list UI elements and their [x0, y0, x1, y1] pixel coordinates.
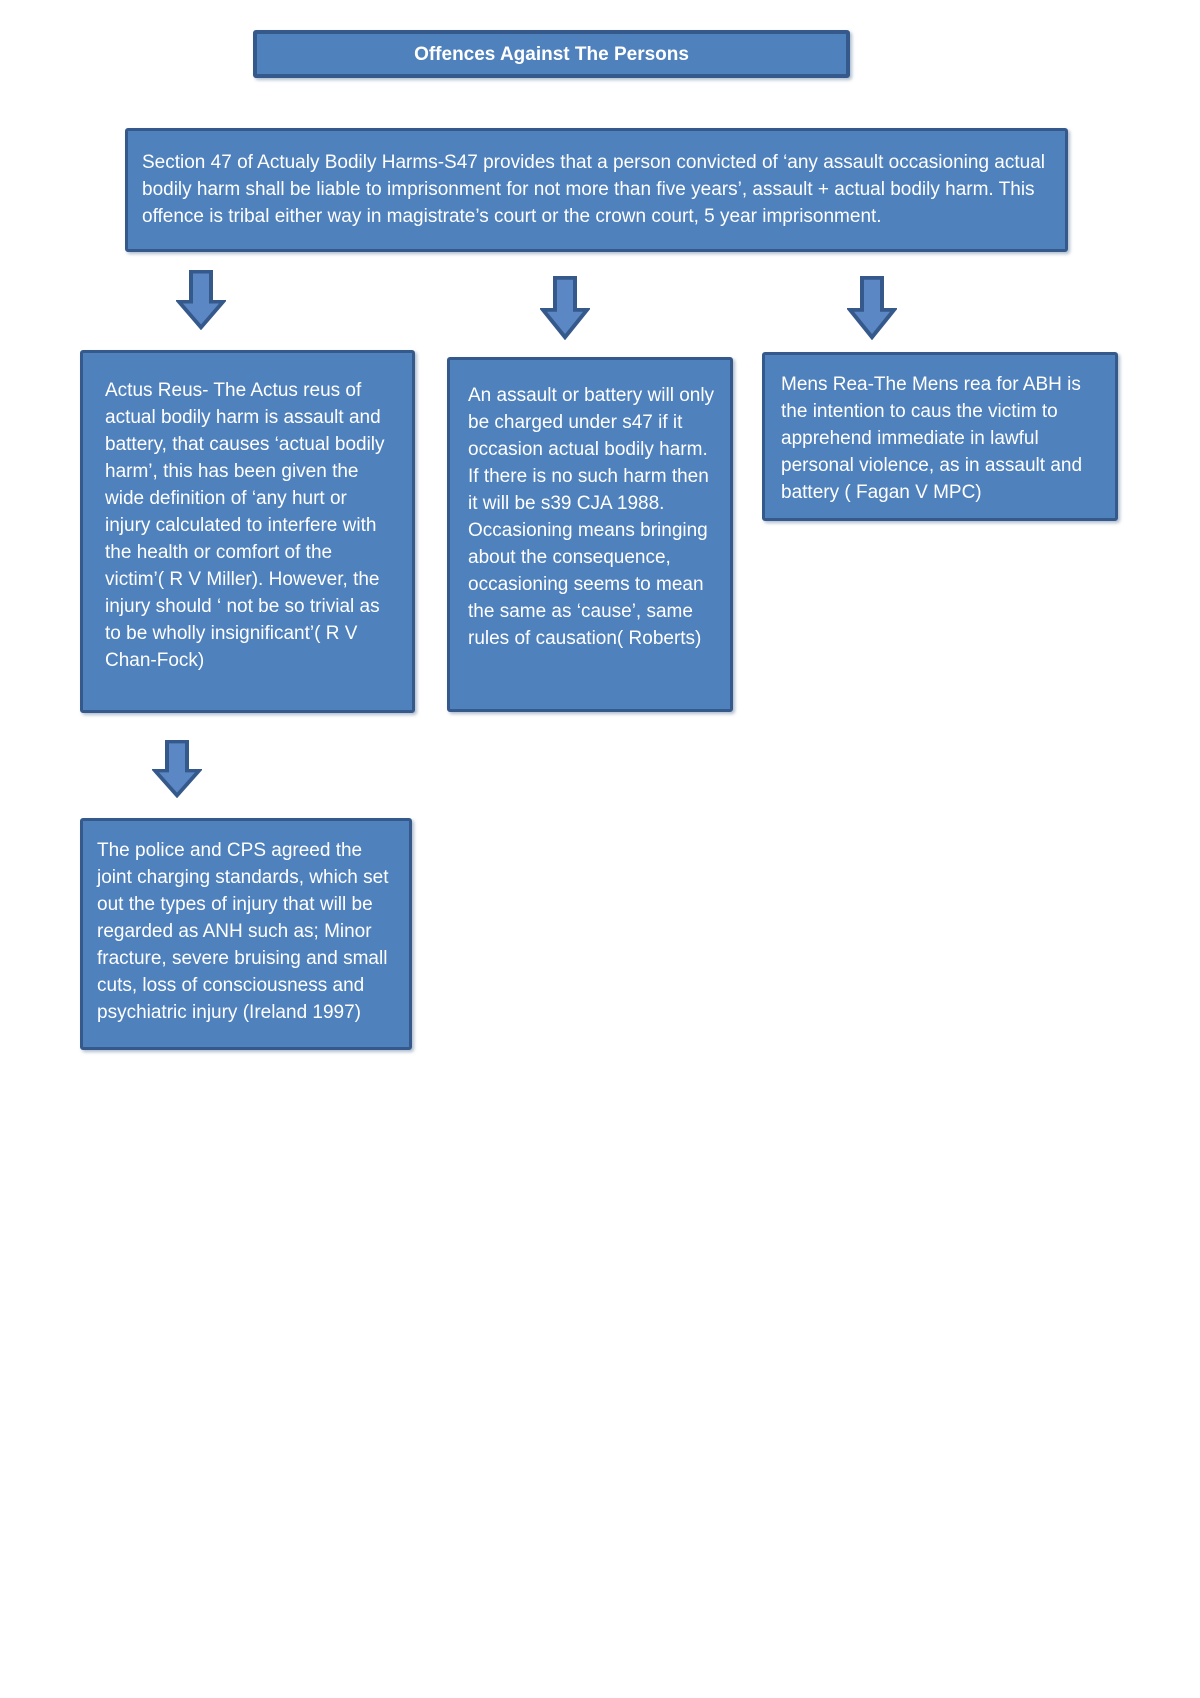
- charging-standards-text: The police and CPS agreed the joint charging standards, which set out the types of injury that will be regarded as ANH such as; Minor fracture, severe bruising and small cuts, loss of consciousness and psychiatric injury (Ireland 1997): [97, 840, 389, 1023]
- down-arrow-icon: [540, 276, 590, 340]
- assault-battery-box: [447, 357, 733, 712]
- mens-rea-box: [762, 352, 1118, 521]
- charging-standards-box: [80, 818, 412, 1050]
- down-arrow-shape: [176, 270, 226, 330]
- down-arrow-icon: [176, 270, 226, 330]
- down-arrow-shape: [847, 276, 897, 340]
- section47-definition-box: [125, 128, 1068, 252]
- mens-rea-text: Mens Rea-The Mens rea for ABH is the intention to caus the victim to apprehend immediate in lawful personal violence, as in assault and battery ( Fagan V MPC): [781, 374, 1083, 503]
- down-arrow-shape: [540, 276, 590, 340]
- actus-reus-box: [80, 350, 415, 713]
- down-arrow-icon: [847, 276, 897, 340]
- title-box: [253, 30, 850, 78]
- down-arrow-icon: [152, 740, 202, 798]
- down-arrow-shape: [152, 740, 202, 798]
- assault-battery-text: An assault or battery will only be charged under s47 if it occasion actual bodily harm. If there is no such harm then it will be s39 CJA 1988. Occasioning means bringing about the consequence, occasioning seems to mean the same as ‘cause’, same rules of causation( Roberts): [468, 385, 715, 649]
- section47-definition-text: Section 47 of Actualy Bodily Harms-S47 provides that a person convicted of ‘any assault occasioning actual bodily harm shall be liable to imprisonment for not more than five years’, assault + actual bodily harm. This offence is tribal either way in magistrate’s court or the crown court, 5 year imprisonment.: [142, 152, 1046, 227]
- actus-reus-text: Actus Reus- The Actus reus of actual bodily harm is assault and battery, that causes ‘actual bodily harm’, this has been given the wide definition of ‘any hurt or injury calculated to interfere with the health or comfort of the victim’( R V Miller). However, the injury should ‘ not be so trivial as to be wholly insignificant’( R V Chan-Fock): [105, 380, 385, 671]
- diagram-title: Offences Against The Persons: [414, 43, 689, 65]
